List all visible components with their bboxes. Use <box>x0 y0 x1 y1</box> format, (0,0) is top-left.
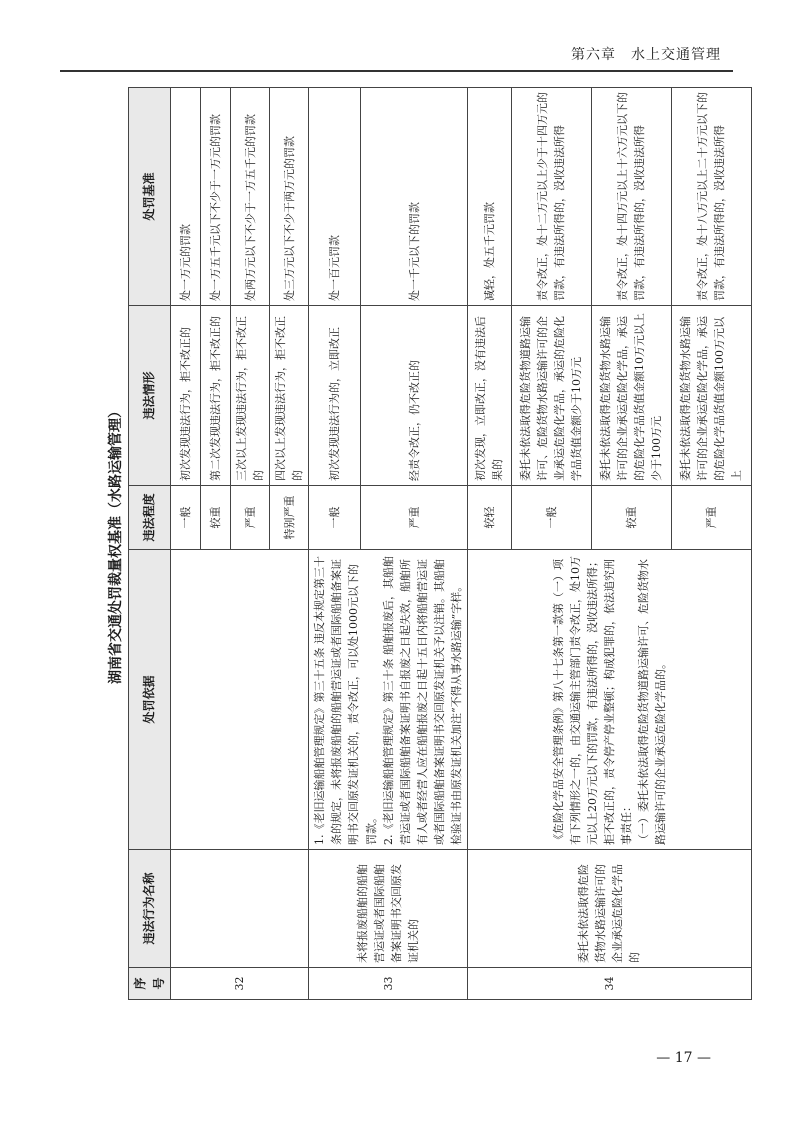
row-number: 34 <box>467 968 751 1000</box>
table-row <box>171 88 201 1000</box>
standard: 处一万元的罚款 <box>171 88 201 306</box>
situation: 初次发现违法行为，拒不改正的 <box>171 306 201 486</box>
standard: 处一万五千元以下不少于一万元的罚款 <box>201 88 231 306</box>
penalty-table <box>128 87 752 1000</box>
standard: 责令改正，处十二万元以上少于十四万元的罚款，有违法所得的，没收违法所得 <box>511 88 591 306</box>
violation-name <box>171 850 309 968</box>
situation: 第二次发现违法行为，拒不改正的 <box>201 306 231 486</box>
situation: 经责令改正，仍不改正的 <box>361 306 467 486</box>
table-caption: 湖南省交通处罚裁量权基准（水路运输管理） <box>108 404 124 684</box>
col-situation: 违法情形 <box>129 306 171 486</box>
col-basis: 处罚依据 <box>129 550 171 850</box>
degree: 较重 <box>591 486 671 550</box>
degree: 较轻 <box>467 486 511 550</box>
situation: 委托未依法取得危险货物水路运输许可的企业承运危险化学品，承运的危险化学品货值金额10万元以上少于100万元 <box>591 306 671 486</box>
standard: 责令改正，处十八万元以上二十万元以下的罚款，有违法所得的，没收违法所得 <box>671 88 751 306</box>
situation: 四次以上发现违法行为，拒不改正的 <box>270 306 309 486</box>
degree: 一般 <box>511 486 591 550</box>
situation: 委托未依法取得危险货物水路运输许可的企业承运危险化学品，承运的危险化学品货值金额100万元以上 <box>671 306 751 486</box>
violation-name: 未将报废船舶的船舶营运证或者国际船舶备案证明书交回原发证机关的 <box>309 850 467 968</box>
col-no: 序号 <box>129 968 171 1000</box>
table-row <box>467 88 511 1000</box>
penalty-basis: 《危险化学品安全管理条例》第八十七条第一款第（一）项 有下列情形之一的，由交通运输主管部门责令改正，处10万元以上20万元以下的罚款，有违法所得的，没收违法所得；拒不改正的，责令停产停业整顿；构成犯罪的，依法追究刑事责任： （一）委托未依法取得危险货物道路运输许可、危险货物水路运输许可的企业承运危险化学品的。 <box>467 550 751 850</box>
situation: 三次以上发现违法行为，拒不改正的 <box>231 306 270 486</box>
standard: 处一千元以下的罚款 <box>361 88 467 306</box>
page-number: — 17 — <box>656 1050 711 1066</box>
situation: 委托未依法取得危险货物道路运输许可、危险货物水路运输许可的企业承运危险化学品，承运的危险化学品货值金额少于10万元 <box>511 306 591 486</box>
row-number: 33 <box>309 968 467 1000</box>
penalty-basis <box>171 550 309 850</box>
standard: 处两万元以下不少于一万五千元的罚款 <box>231 88 270 306</box>
degree: 特别严重 <box>270 486 309 550</box>
chapter-header: 第六章 水上交通管理 <box>571 47 721 63</box>
standard: 处三万元以下不少于两万元的罚款 <box>270 88 309 306</box>
degree: 一般 <box>171 486 201 550</box>
standard: 责令改正，处十四万元以上十六万元以下的罚款，有违法所得的，没收违法所得 <box>591 88 671 306</box>
col-name: 违法行为名称 <box>129 850 171 968</box>
penalty-basis: 1.《老旧运输船舶管理规定》第三十五条 违反本规定第三十条的规定，未将报废船舶的船舶营运证或者国际船舶备案证明书交回原发证机关的，责令改正，可以处1000元以下的罚款。 2.《老旧运输船舶管理规定》第三十条 船舶报废后，其船舶营运证或者国际船舶备案证明书自报废之日起失效，船舶所有人或者经营人应在船舶报废之日起十五日内将船舶营运证或者国际船舶备案证明书交回原发证机关予以注销。其船舶检验证书由原发证机关加注“不得从事水路运输”字样。 <box>309 550 467 850</box>
violation-name: 委托未依法取得危险货物水路运输许可的企业承运危险化学品的 <box>467 850 751 968</box>
situation: 初次发现违法行为的，立即改正 <box>309 306 361 486</box>
col-degree: 违法程度 <box>129 486 171 550</box>
situation: 初次发现，立即改正，没有违法后果的 <box>467 306 511 486</box>
degree: 一般 <box>309 486 361 550</box>
col-standard: 处罚基准 <box>129 88 171 306</box>
standard: 处一百元罚款 <box>309 88 361 306</box>
degree: 严重 <box>231 486 270 550</box>
degree: 严重 <box>671 486 751 550</box>
table-header-row <box>129 88 171 1000</box>
table-row <box>309 88 361 1000</box>
rotated-table-area <box>104 88 744 1000</box>
row-number: 32 <box>171 968 309 1000</box>
degree: 严重 <box>361 486 467 550</box>
standard: 减轻，处五千元罚款 <box>467 88 511 306</box>
degree: 较重 <box>201 486 231 550</box>
header-rule <box>60 70 733 72</box>
